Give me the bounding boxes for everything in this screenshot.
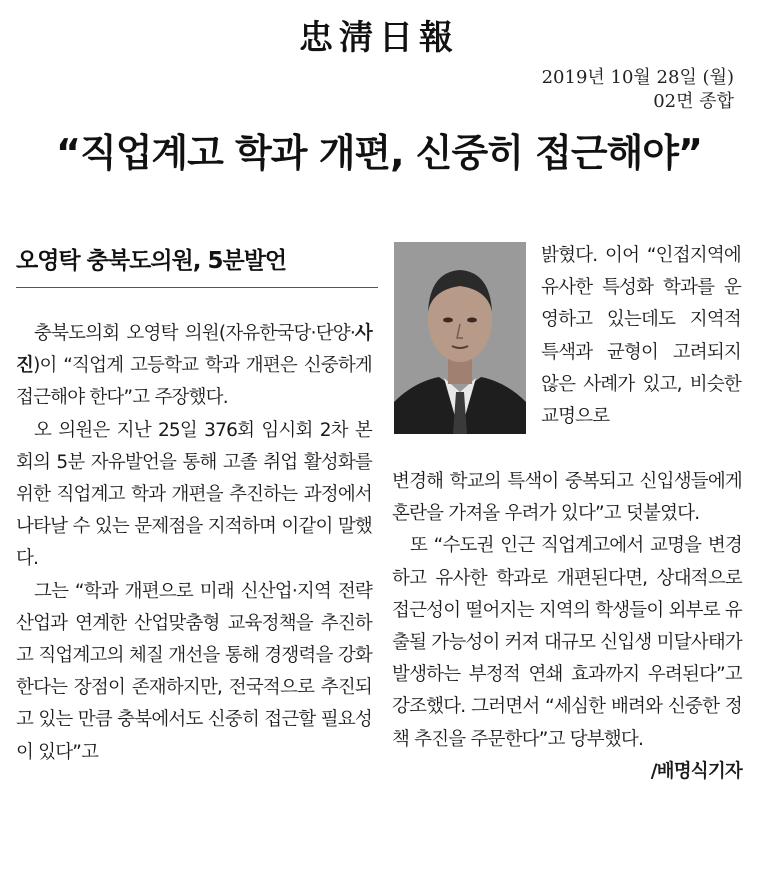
article-paragraph-3-continued: 밝혔다. 이어 “인접지역에 유사한 특성화 학과를 운영하고 있는데도 지역적 특색과 균형이 고려되지 않은 사례가 있고, 비슷한 교명으로 — [541, 245, 741, 428]
dateline — [542, 66, 734, 114]
article-paragraph-1 — [16, 318, 372, 415]
article-paragraph-2: 오 의원은 지난 25일 376회 임시회 2차 본회의 5분 자유발언을 통해 고졸 취업 활성화를 위한 직업계고 학과 개편을 추진하는 과정에서 나타날 수 있는 문제점을 지적하며 이같이 말했다. — [16, 419, 372, 570]
article-paragraph-3-end: 변경해 학교의 특색이 중복되고 신입생들에게 혼란을 가져올 우려가 있다”고 덧붙였다. — [392, 471, 742, 525]
article-column-left — [16, 318, 372, 769]
photo-reference: 사진 — [16, 323, 372, 377]
article-headline: “직업계고 학과 개편, 신중히 접근해야” — [56, 131, 702, 175]
page-section: 02면 종합 — [653, 91, 734, 112]
subhead-divider — [16, 287, 378, 288]
article-column-right — [392, 466, 742, 788]
byline: /배명식기자 — [650, 760, 742, 782]
paragraph-1-text-a: 충북도의회 오영탁 의원(자유한국당·단양· — [34, 323, 355, 344]
paragraph-4-text: 또 “수도권 인근 직업계고에서 교명을 변경하고 유사한 학과로 개편된다면, 상대적으로 접근성이 떨어지는 지역의 학생들이 외부로 유출될 가능성이 커져 대규모 신입생 미달사태가 발생하는 부정적 연쇄 효과까지 우려된다”고 강조했다. 그러면서 “세심한 배려와 신중한 정책 추진을 주문한다”고 당부했다. — [392, 535, 742, 750]
publication-date: 2019년 10월 28일 (월) — [541, 67, 734, 88]
portrait-illustration — [394, 242, 526, 434]
paragraph-1-text-b: )이 “직업계 고등학교 학과 개편은 신중하게 접근해야 한다”고 주장했다. — [16, 355, 372, 409]
newspaper-masthead: 忠淸日報 — [299, 18, 459, 58]
article-paragraph-3: 그는 “학과 개편으로 미래 신산업·지역 전략산업과 연계한 산업맞춤형 교육정책을 추진하고 직업계고의 체질 개선을 통해 경쟁력을 강화한다는 장점이 존재하지만, 전국적으로 추진되고 있는 만큼 충북에서도 신중히 접근할 필요성이 있다”고 — [16, 580, 372, 763]
article-paragraph-4 — [392, 530, 742, 782]
article-subhead: 오영탁 충북도의원, 5분발언 — [16, 248, 287, 274]
reporter-subject-photo — [394, 242, 526, 434]
article-column-right-top — [541, 240, 741, 433]
